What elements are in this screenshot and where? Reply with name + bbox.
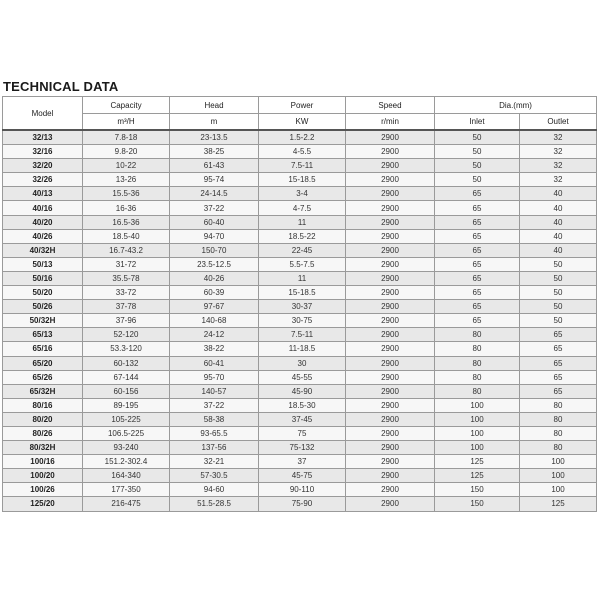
model-cell: 32/26 bbox=[3, 173, 83, 187]
speed-cell: 2900 bbox=[346, 243, 435, 257]
outlet-header: Outlet bbox=[520, 114, 597, 131]
model-cell: 100/20 bbox=[3, 469, 83, 483]
inlet-cell: 100 bbox=[435, 398, 520, 412]
table-row bbox=[3, 159, 597, 173]
table-row bbox=[3, 426, 597, 440]
power-cell: 15-18.5 bbox=[259, 286, 346, 300]
outlet-cell: 32 bbox=[520, 130, 597, 145]
speed-cell: 2900 bbox=[346, 271, 435, 285]
model-header: Model bbox=[3, 97, 83, 131]
technical-data-table bbox=[2, 96, 597, 512]
head-cell: 38-22 bbox=[170, 342, 259, 356]
outlet-cell: 65 bbox=[520, 356, 597, 370]
table-row bbox=[3, 300, 597, 314]
capacity-cell: 7.8-18 bbox=[83, 130, 170, 145]
table-row bbox=[3, 271, 597, 285]
speed-cell: 2900 bbox=[346, 398, 435, 412]
power-cell: 1.5-2.2 bbox=[259, 130, 346, 145]
power-cell: 30-37 bbox=[259, 300, 346, 314]
table-row bbox=[3, 356, 597, 370]
table-row bbox=[3, 257, 597, 271]
speed-cell: 2900 bbox=[346, 159, 435, 173]
inlet-cell: 50 bbox=[435, 145, 520, 159]
table-row bbox=[3, 328, 597, 342]
speed-cell: 2900 bbox=[346, 469, 435, 483]
power-cell: 30 bbox=[259, 356, 346, 370]
model-cell: 40/20 bbox=[3, 215, 83, 229]
table-row bbox=[3, 130, 597, 145]
inlet-cell: 65 bbox=[435, 215, 520, 229]
head-cell: 40-26 bbox=[170, 271, 259, 285]
speed-cell: 2900 bbox=[346, 384, 435, 398]
head-cell: 95-70 bbox=[170, 370, 259, 384]
inlet-cell: 80 bbox=[435, 384, 520, 398]
inlet-cell: 65 bbox=[435, 314, 520, 328]
outlet-cell: 100 bbox=[520, 455, 597, 469]
outlet-cell: 32 bbox=[520, 159, 597, 173]
outlet-cell: 80 bbox=[520, 398, 597, 412]
outlet-cell: 80 bbox=[520, 412, 597, 426]
speed-cell: 2900 bbox=[346, 229, 435, 243]
power-cell: 90-110 bbox=[259, 483, 346, 497]
power-cell: 45-90 bbox=[259, 384, 346, 398]
outlet-cell: 40 bbox=[520, 243, 597, 257]
inlet-cell: 125 bbox=[435, 469, 520, 483]
outlet-cell: 50 bbox=[520, 300, 597, 314]
table-row bbox=[3, 370, 597, 384]
inlet-cell: 80 bbox=[435, 356, 520, 370]
table-row bbox=[3, 229, 597, 243]
inlet-cell: 150 bbox=[435, 483, 520, 497]
outlet-cell: 100 bbox=[520, 483, 597, 497]
inlet-cell: 65 bbox=[435, 229, 520, 243]
table-row bbox=[3, 483, 597, 497]
speed-cell: 2900 bbox=[346, 201, 435, 215]
model-cell: 100/16 bbox=[3, 455, 83, 469]
outlet-cell: 32 bbox=[520, 173, 597, 187]
outlet-cell: 80 bbox=[520, 426, 597, 440]
model-cell: 40/13 bbox=[3, 187, 83, 201]
table-row bbox=[3, 384, 597, 398]
model-cell: 125/20 bbox=[3, 497, 83, 511]
capacity-cell: 106.5-225 bbox=[83, 426, 170, 440]
head-cell: 137-56 bbox=[170, 441, 259, 455]
inlet-cell: 65 bbox=[435, 257, 520, 271]
capacity-cell: 16.5-36 bbox=[83, 215, 170, 229]
outlet-cell: 40 bbox=[520, 187, 597, 201]
speed-header: Speed bbox=[346, 97, 435, 114]
speed-cell: 2900 bbox=[346, 356, 435, 370]
inlet-cell: 65 bbox=[435, 300, 520, 314]
speed-cell: 2900 bbox=[346, 483, 435, 497]
inlet-cell: 50 bbox=[435, 173, 520, 187]
capacity-cell: 31-72 bbox=[83, 257, 170, 271]
inlet-cell: 50 bbox=[435, 130, 520, 145]
capacity-cell: 93-240 bbox=[83, 441, 170, 455]
head-cell: 93-65.5 bbox=[170, 426, 259, 440]
model-cell: 40/16 bbox=[3, 201, 83, 215]
model-cell: 32/16 bbox=[3, 145, 83, 159]
table-row bbox=[3, 469, 597, 483]
outlet-cell: 50 bbox=[520, 271, 597, 285]
capacity-cell: 60-132 bbox=[83, 356, 170, 370]
speed-cell: 2900 bbox=[346, 215, 435, 229]
table-row bbox=[3, 412, 597, 426]
table-row bbox=[3, 201, 597, 215]
speed-cell: 2900 bbox=[346, 412, 435, 426]
head-cell: 97-67 bbox=[170, 300, 259, 314]
head-cell: 60-40 bbox=[170, 215, 259, 229]
outlet-cell: 80 bbox=[520, 441, 597, 455]
capacity-cell: 15.5-36 bbox=[83, 187, 170, 201]
head-cell: 61-43 bbox=[170, 159, 259, 173]
model-cell: 65/26 bbox=[3, 370, 83, 384]
capacity-cell: 177-350 bbox=[83, 483, 170, 497]
head-cell: 24-14.5 bbox=[170, 187, 259, 201]
outlet-cell: 40 bbox=[520, 229, 597, 243]
power-cell: 3-4 bbox=[259, 187, 346, 201]
head-cell: 57-30.5 bbox=[170, 469, 259, 483]
speed-cell: 2900 bbox=[346, 328, 435, 342]
model-cell: 65/16 bbox=[3, 342, 83, 356]
inlet-cell: 80 bbox=[435, 342, 520, 356]
power-cell: 11-18.5 bbox=[259, 342, 346, 356]
head-cell: 38-25 bbox=[170, 145, 259, 159]
capacity-cell: 16-36 bbox=[83, 201, 170, 215]
model-cell: 50/13 bbox=[3, 257, 83, 271]
capacity-cell: 13-26 bbox=[83, 173, 170, 187]
outlet-cell: 40 bbox=[520, 201, 597, 215]
power-cell: 4-7.5 bbox=[259, 201, 346, 215]
head-cell: 58-38 bbox=[170, 412, 259, 426]
dia-header: Dia.(mm) bbox=[435, 97, 597, 114]
power-cell: 4-5.5 bbox=[259, 145, 346, 159]
header-row bbox=[3, 97, 597, 114]
inlet-cell: 100 bbox=[435, 412, 520, 426]
outlet-cell: 65 bbox=[520, 370, 597, 384]
capacity-cell: 151.2-302.4 bbox=[83, 455, 170, 469]
speed-cell: 2900 bbox=[346, 314, 435, 328]
speed-cell: 2900 bbox=[346, 173, 435, 187]
model-cell: 65/32H bbox=[3, 384, 83, 398]
power-cell: 75 bbox=[259, 426, 346, 440]
capacity-cell: 216-475 bbox=[83, 497, 170, 511]
outlet-cell: 100 bbox=[520, 469, 597, 483]
outlet-cell: 65 bbox=[520, 342, 597, 356]
model-cell: 50/26 bbox=[3, 300, 83, 314]
capacity-cell: 52-120 bbox=[83, 328, 170, 342]
speed-cell: 2900 bbox=[346, 187, 435, 201]
model-cell: 40/32H bbox=[3, 243, 83, 257]
table-row bbox=[3, 398, 597, 412]
capacity-cell: 10-22 bbox=[83, 159, 170, 173]
capacity-cell: 33-72 bbox=[83, 286, 170, 300]
head-header: Head bbox=[170, 97, 259, 114]
capacity-cell: 164-340 bbox=[83, 469, 170, 483]
capacity-header: Capacity bbox=[83, 97, 170, 114]
head-cell: 23-13.5 bbox=[170, 130, 259, 145]
model-cell: 80/26 bbox=[3, 426, 83, 440]
inlet-cell: 150 bbox=[435, 497, 520, 511]
power-cell: 7.5-11 bbox=[259, 328, 346, 342]
head-cell: 23.5-12.5 bbox=[170, 257, 259, 271]
power-unit: KW bbox=[259, 114, 346, 131]
head-cell: 94-70 bbox=[170, 229, 259, 243]
head-cell: 60-39 bbox=[170, 286, 259, 300]
outlet-cell: 65 bbox=[520, 328, 597, 342]
table-row bbox=[3, 342, 597, 356]
speed-cell: 2900 bbox=[346, 286, 435, 300]
outlet-cell: 65 bbox=[520, 384, 597, 398]
inlet-cell: 65 bbox=[435, 187, 520, 201]
head-cell: 60-41 bbox=[170, 356, 259, 370]
power-header: Power bbox=[259, 97, 346, 114]
capacity-cell: 37-96 bbox=[83, 314, 170, 328]
model-cell: 80/32H bbox=[3, 441, 83, 455]
capacity-unit: m³/H bbox=[83, 114, 170, 131]
speed-cell: 2900 bbox=[346, 342, 435, 356]
head-cell: 150-70 bbox=[170, 243, 259, 257]
speed-cell: 2900 bbox=[346, 441, 435, 455]
outlet-cell: 125 bbox=[520, 497, 597, 511]
inlet-cell: 80 bbox=[435, 370, 520, 384]
speed-unit: r/min bbox=[346, 114, 435, 131]
table-row bbox=[3, 187, 597, 201]
power-cell: 30-75 bbox=[259, 314, 346, 328]
inlet-cell: 125 bbox=[435, 455, 520, 469]
model-cell: 80/20 bbox=[3, 412, 83, 426]
table-row bbox=[3, 497, 597, 511]
outlet-cell: 50 bbox=[520, 286, 597, 300]
table-row bbox=[3, 455, 597, 469]
speed-cell: 2900 bbox=[346, 130, 435, 145]
model-cell: 50/20 bbox=[3, 286, 83, 300]
capacity-cell: 67-144 bbox=[83, 370, 170, 384]
head-cell: 140-57 bbox=[170, 384, 259, 398]
power-cell: 37 bbox=[259, 455, 346, 469]
model-cell: 50/32H bbox=[3, 314, 83, 328]
head-cell: 95-74 bbox=[170, 173, 259, 187]
head-cell: 32-21 bbox=[170, 455, 259, 469]
capacity-cell: 60-156 bbox=[83, 384, 170, 398]
power-cell: 37-45 bbox=[259, 412, 346, 426]
model-cell: 32/13 bbox=[3, 130, 83, 145]
inlet-header: Inlet bbox=[435, 114, 520, 131]
inlet-cell: 65 bbox=[435, 243, 520, 257]
inlet-cell: 65 bbox=[435, 271, 520, 285]
capacity-cell: 53.3-120 bbox=[83, 342, 170, 356]
table-row bbox=[3, 145, 597, 159]
power-cell: 45-75 bbox=[259, 469, 346, 483]
power-cell: 75-132 bbox=[259, 441, 346, 455]
head-cell: 37-22 bbox=[170, 201, 259, 215]
model-cell: 100/26 bbox=[3, 483, 83, 497]
head-cell: 37-22 bbox=[170, 398, 259, 412]
capacity-cell: 9.8-20 bbox=[83, 145, 170, 159]
power-cell: 45-55 bbox=[259, 370, 346, 384]
power-cell: 5.5-7.5 bbox=[259, 257, 346, 271]
inlet-cell: 65 bbox=[435, 286, 520, 300]
power-cell: 15-18.5 bbox=[259, 173, 346, 187]
model-cell: 32/20 bbox=[3, 159, 83, 173]
model-cell: 80/16 bbox=[3, 398, 83, 412]
speed-cell: 2900 bbox=[346, 370, 435, 384]
table-row bbox=[3, 215, 597, 229]
page-title: TECHNICAL DATA bbox=[3, 79, 119, 94]
table-row bbox=[3, 173, 597, 187]
table-row bbox=[3, 441, 597, 455]
capacity-cell: 89-195 bbox=[83, 398, 170, 412]
capacity-cell: 105-225 bbox=[83, 412, 170, 426]
power-cell: 18.5-30 bbox=[259, 398, 346, 412]
table-row bbox=[3, 286, 597, 300]
power-cell: 75-90 bbox=[259, 497, 346, 511]
power-cell: 11 bbox=[259, 271, 346, 285]
speed-cell: 2900 bbox=[346, 300, 435, 314]
capacity-cell: 16.7-43.2 bbox=[83, 243, 170, 257]
power-cell: 11 bbox=[259, 215, 346, 229]
inlet-cell: 100 bbox=[435, 441, 520, 455]
table-body bbox=[3, 130, 597, 511]
speed-cell: 2900 bbox=[346, 497, 435, 511]
head-cell: 94-60 bbox=[170, 483, 259, 497]
model-cell: 65/13 bbox=[3, 328, 83, 342]
speed-cell: 2900 bbox=[346, 426, 435, 440]
capacity-cell: 37-78 bbox=[83, 300, 170, 314]
table-row bbox=[3, 243, 597, 257]
head-cell: 24-12 bbox=[170, 328, 259, 342]
model-cell: 50/16 bbox=[3, 271, 83, 285]
outlet-cell: 50 bbox=[520, 257, 597, 271]
power-cell: 22-45 bbox=[259, 243, 346, 257]
inlet-cell: 100 bbox=[435, 426, 520, 440]
speed-cell: 2900 bbox=[346, 455, 435, 469]
capacity-cell: 18.5-40 bbox=[83, 229, 170, 243]
head-cell: 140-68 bbox=[170, 314, 259, 328]
speed-cell: 2900 bbox=[346, 145, 435, 159]
capacity-cell: 35.5-78 bbox=[83, 271, 170, 285]
outlet-cell: 50 bbox=[520, 314, 597, 328]
power-cell: 18.5-22 bbox=[259, 229, 346, 243]
inlet-cell: 80 bbox=[435, 328, 520, 342]
head-cell: 51.5-28.5 bbox=[170, 497, 259, 511]
unit-row bbox=[3, 114, 597, 131]
model-cell: 40/26 bbox=[3, 229, 83, 243]
power-cell: 7.5-11 bbox=[259, 159, 346, 173]
table-row bbox=[3, 314, 597, 328]
outlet-cell: 32 bbox=[520, 145, 597, 159]
head-unit: m bbox=[170, 114, 259, 131]
inlet-cell: 50 bbox=[435, 159, 520, 173]
speed-cell: 2900 bbox=[346, 257, 435, 271]
outlet-cell: 40 bbox=[520, 215, 597, 229]
model-cell: 65/20 bbox=[3, 356, 83, 370]
inlet-cell: 65 bbox=[435, 201, 520, 215]
